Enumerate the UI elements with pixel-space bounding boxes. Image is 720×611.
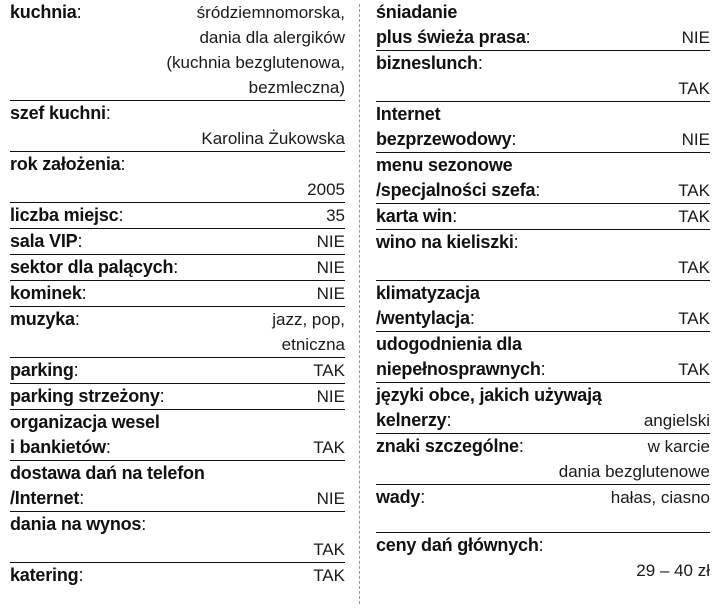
field-label: /wentylacja:: [376, 308, 475, 328]
field-rok-założenia: [10, 152, 345, 202]
left-column: [10, 0, 345, 588]
field-line: [10, 126, 345, 151]
field-katering: [10, 563, 345, 588]
field-line: [10, 435, 345, 460]
field-label: szef kuchni:: [10, 103, 111, 123]
field-kuchnia: [10, 0, 345, 100]
field-value: etniczna: [281, 335, 345, 354]
field-line: [10, 50, 345, 75]
field-line: [10, 0, 345, 25]
field-value: TAK: [313, 540, 345, 559]
field-label-text: Internet: [376, 104, 441, 124]
field-label-text: wady: [376, 487, 421, 507]
field-menu-sezonowe: [376, 153, 710, 203]
field-value: w karcie: [647, 437, 710, 456]
field-line: [10, 307, 345, 332]
field-line: [376, 76, 710, 101]
field-line: [10, 410, 345, 435]
field-label-text: sala VIP: [10, 231, 78, 251]
field-label: plus świeża prasa:: [376, 27, 531, 47]
field-śniadanie: [376, 0, 710, 50]
field-value: TAK: [678, 207, 710, 226]
field-label-text: klimatyzacja: [376, 283, 480, 303]
field-value: bezmleczna): [248, 78, 345, 97]
field-value: TAK: [678, 309, 710, 328]
field-parking-strzeżony: [10, 384, 345, 409]
field-parking: [10, 358, 345, 383]
field-line: [376, 153, 710, 178]
field-line: [10, 281, 345, 306]
field-muzyka: [10, 307, 345, 357]
field-internet: [376, 102, 710, 152]
field-value: NIE: [316, 284, 345, 303]
field-label-text: udogodnienia dla: [376, 334, 522, 354]
field-label: bizneslunch:: [376, 53, 483, 73]
field-label: liczba miejsc:: [10, 205, 124, 225]
field-line: [10, 101, 345, 126]
field-value: dania dla alergików: [199, 28, 345, 47]
field-label: /specjalności szefa:: [376, 180, 541, 200]
field-label: wino na kieliszki:: [376, 232, 519, 252]
field-label-text: parking strzeżony: [10, 386, 160, 406]
field-label: katering:: [10, 565, 84, 585]
field-line: [376, 230, 710, 255]
field-label: /Internet:: [10, 488, 85, 508]
field-value: TAK: [678, 360, 710, 379]
field-udogodnienia-dla: [376, 332, 710, 382]
field-line: [376, 281, 710, 306]
field-value: TAK: [678, 79, 710, 98]
field-value: śródziemnomorska,: [196, 3, 345, 22]
field-label: [376, 153, 512, 178]
field-line: [10, 486, 345, 511]
field-karta-win: [376, 204, 710, 229]
field-label-text: organizacja wesel: [10, 412, 160, 432]
field-line: [376, 558, 710, 583]
field-label: niepełnosprawnych:: [376, 359, 546, 379]
field-label-text: kuchnia: [10, 2, 77, 22]
field-line: [376, 434, 710, 459]
field-label-text: sektor dla palących: [10, 257, 174, 277]
field-label-text: i bankietów: [10, 437, 106, 457]
field-label: dania na wynos:: [10, 514, 147, 534]
field-value: (kuchnia bezglutenowa,: [166, 53, 345, 72]
field-line: [10, 229, 345, 254]
field-label: sala VIP:: [10, 231, 83, 251]
field-label-text: niepełnosprawnych: [376, 359, 541, 379]
field-label: kominek:: [10, 283, 87, 303]
field-line: [10, 203, 345, 228]
field-label: parking:: [10, 360, 79, 380]
field-value: jazz, pop,: [272, 310, 345, 329]
field-line: [10, 332, 345, 357]
field-line: [376, 306, 710, 331]
field-języki-obce-jakich-używają: [376, 383, 710, 433]
field-line: [376, 357, 710, 382]
field-value: TAK: [678, 258, 710, 277]
field-label-text: kominek: [10, 283, 82, 303]
field-label-text: dostawa dań na telefon: [10, 463, 205, 483]
field-label-text: plus świeża prasa: [376, 27, 526, 47]
field-sektor-dla-palących: [10, 255, 345, 280]
column-divider: [359, 4, 360, 604]
field-label-text: znaki szczególne: [376, 436, 519, 456]
field-label-text: /specjalności szefa: [376, 180, 536, 200]
field-label-text: śniadanie: [376, 2, 458, 22]
field-value: TAK: [678, 181, 710, 200]
field-line: [376, 0, 710, 25]
field-value: TAK: [313, 566, 345, 585]
field-label-text: szef kuchni: [10, 103, 106, 123]
field-label-text: kelnerzy: [376, 410, 447, 430]
field-line: [10, 512, 345, 537]
field-label: [10, 410, 160, 435]
field-value: TAK: [313, 361, 345, 380]
field-label: [10, 461, 205, 486]
field-wady: [376, 485, 710, 510]
field-line: [10, 384, 345, 409]
field-label: kuchnia:: [10, 2, 82, 22]
field-label: sektor dla palących:: [10, 257, 179, 277]
field-label-text: liczba miejsc: [10, 205, 119, 225]
field-line: [376, 383, 710, 408]
field-line: [10, 152, 345, 177]
field-ceny-dań-głównych: [376, 533, 710, 583]
field-label-text: języki obce, jakich używają: [376, 385, 602, 405]
field-line: [10, 75, 345, 100]
field-label: muzyka:: [10, 309, 80, 329]
field-szef-kuchni: [10, 101, 345, 151]
field-organizacja-wesel: [10, 410, 345, 460]
field-line: [376, 459, 710, 484]
field-value: Karolina Żukowska: [201, 129, 345, 148]
field-line: [10, 255, 345, 280]
field-dania-na-wynos: [10, 512, 345, 562]
field-line: [376, 408, 710, 433]
field-label-text: /wentylacja: [376, 308, 470, 328]
field-line: [376, 533, 710, 558]
field-label-text: karta win: [376, 206, 453, 226]
field-znaki-szczególne: [376, 434, 710, 484]
field-value: NIE: [681, 130, 710, 149]
field-label: ceny dań głównych:: [376, 535, 544, 555]
field-label-text: rok założenia: [10, 154, 121, 174]
field-line: [376, 485, 710, 510]
field-label: kelnerzy:: [376, 410, 452, 430]
field-value: 2005: [307, 180, 345, 199]
field-value: dania bezglutenowe: [558, 462, 710, 481]
field-label-text: dania na wynos: [10, 514, 142, 534]
field-label: [376, 281, 480, 306]
field-value: 29 – 40 zł: [636, 561, 710, 580]
field-value: hałas, ciasno: [610, 488, 710, 507]
field-value: NIE: [316, 387, 345, 406]
field-line: [376, 51, 710, 76]
spacer: [376, 510, 710, 532]
field-label: i bankietów:: [10, 437, 111, 457]
field-label: karta win:: [376, 206, 458, 226]
field-line: [376, 178, 710, 203]
field-value: NIE: [681, 28, 710, 47]
field-line: [10, 563, 345, 588]
field-value: 35: [326, 206, 345, 225]
field-label-text: parking: [10, 360, 74, 380]
field-line: [10, 177, 345, 202]
right-column: [376, 0, 710, 583]
field-sala-vip: [10, 229, 345, 254]
field-value: NIE: [316, 489, 345, 508]
field-label-text: bezprzewodowy: [376, 129, 512, 149]
field-value: NIE: [316, 232, 345, 251]
field-label: bezprzewodowy:: [376, 129, 517, 149]
field-klimatyzacja: [376, 281, 710, 331]
field-line: [376, 332, 710, 357]
field-label: znaki szczególne:: [376, 436, 524, 456]
field-label-text: menu sezonowe: [376, 155, 513, 175]
field-label-text: ceny dań głównych: [376, 535, 539, 555]
field-line: [10, 537, 345, 562]
field-label-text: /Internet: [10, 488, 80, 508]
field-line: [376, 255, 710, 280]
field-dostawa-dań-na-telefon: [10, 461, 345, 511]
field-label-text: wino na kieliszki: [376, 232, 514, 252]
field-label: wady:: [376, 487, 426, 507]
field-line: [10, 358, 345, 383]
field-label: rok założenia:: [10, 154, 126, 174]
field-label: [376, 102, 440, 127]
field-label-text: bizneslunch: [376, 53, 478, 73]
field-kominek: [10, 281, 345, 306]
field-label: [376, 332, 522, 357]
field-line: [376, 127, 710, 152]
field-bizneslunch: [376, 51, 710, 101]
field-line: [376, 204, 710, 229]
field-line: [376, 102, 710, 127]
field-wino-na-kieliszki: [376, 230, 710, 280]
field-value: TAK: [313, 438, 345, 457]
field-value: NIE: [316, 258, 345, 277]
field-line: [376, 25, 710, 50]
field-label: [376, 0, 457, 25]
field-label-text: muzyka: [10, 309, 75, 329]
field-line: [10, 25, 345, 50]
field-label-text: katering: [10, 565, 79, 585]
field-label: parking strzeżony:: [10, 386, 165, 406]
field-value: angielski: [643, 411, 710, 430]
field-line: [10, 461, 345, 486]
field-label: [376, 383, 602, 408]
field-liczba-miejsc: [10, 203, 345, 228]
